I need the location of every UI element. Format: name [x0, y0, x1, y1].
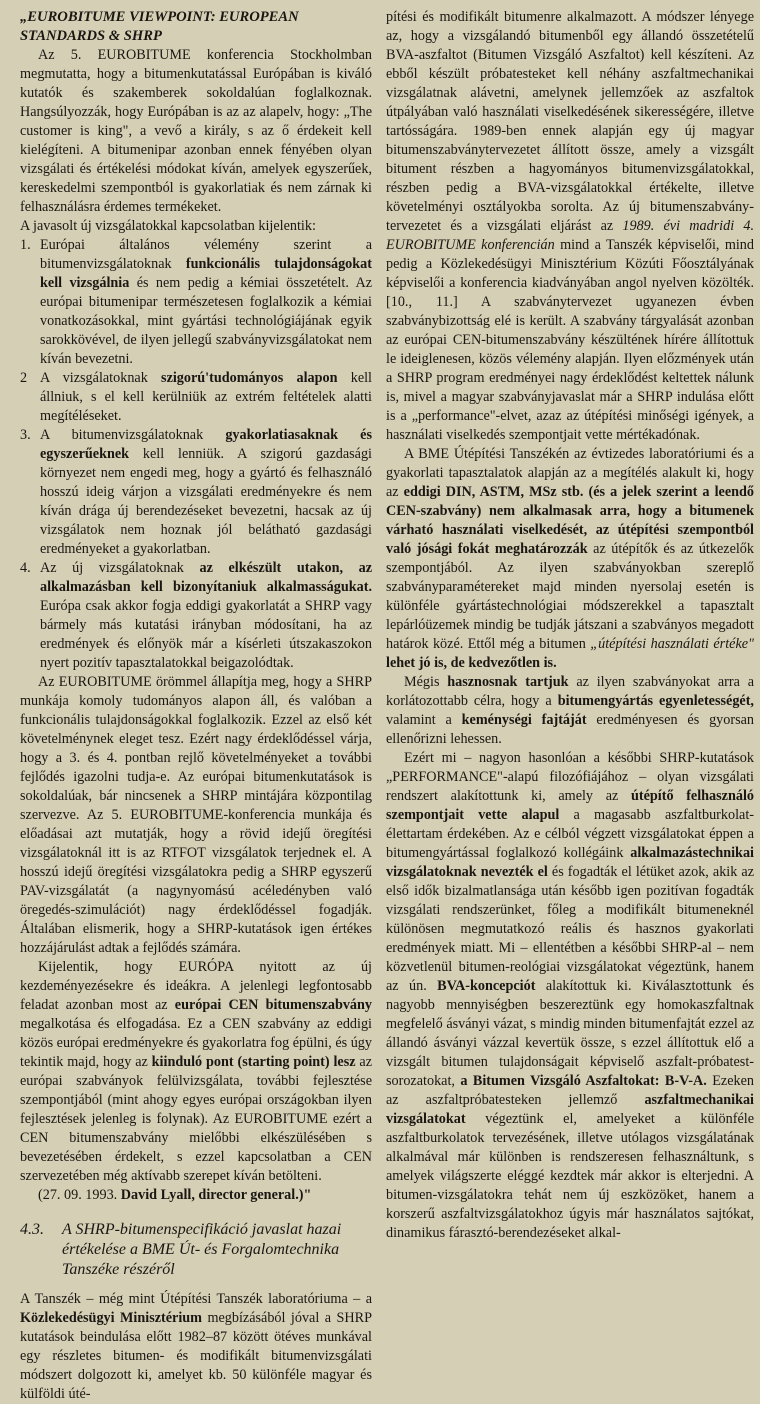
text: Az új vizsgálatoknak — [40, 560, 200, 576]
text: és nem pedig a kémiai összetételt. Az európai bitumenipar természetesen foglalkozik a kémiai vonatkozásokkal, mint gyártási technológiájának egyik sarokkövével, de ilyen jellegű szabványvizsgálatokat nem kíván bevezetni. — [40, 275, 372, 367]
text: A javasolt új vizsgálatokkal kapcsolatban kijelentik: — [20, 218, 316, 234]
bold-text: Közlekedésügyi Minisztérium — [20, 1310, 202, 1326]
text: kell lenniük. A szigorú gazdasági környezet nem engedi meg, hogy a gyártó és felhasználó hosszú ideig várjon a vizsgálati eredményekre és nem kíván drága új berendezéseket bevezetni, hacsak az új vizsgálatok nem hoznak jól belátható gazdasági eredményeket a gyakorlatban. — [40, 446, 372, 557]
paragraph — [20, 673, 372, 958]
text: (27. 09. 1993. — [38, 1187, 121, 1203]
bold-text: funkcionális tulajdonságokat kell vizsgálnia — [40, 256, 372, 291]
list-number: 4. — [20, 560, 31, 576]
text: A vizsgálatoknak — [40, 370, 162, 386]
bold-text: az elkészült utakon, az alkalmazásban kell bizonyítaniuk alkalmasságukat. — [40, 560, 372, 595]
text: valamint a — [386, 712, 462, 728]
bold-text: bitumengyártás egyenletességét, — [557, 693, 754, 709]
left-column — [20, 8, 372, 1404]
text: A BME Útépítési Tanszékén az évtizedes laboratóriumi és a gyakorlati tapasztalatok alapján az a megítélés alakult ki, hogy az — [386, 446, 754, 500]
list-item — [20, 559, 372, 673]
text: Kijelentik, hogy EURÓPA nyitott az új kezdeményezésekre és ideákra. A jelenlegi legfontosabb feladat azonban most az — [20, 959, 372, 1013]
text: A bitumenvizsgálatoknak — [40, 427, 226, 443]
paragraph — [20, 217, 372, 236]
list-number: 3. — [20, 427, 31, 443]
bold-text: lehet jó is, de kedvezőtlen is. — [386, 655, 557, 671]
bold-text: aszfaltmechanikai vizsgálatokat — [386, 1092, 754, 1127]
text: az európai szabványok felülvizsgálata, további fejlesztése szempontjából (mint ahogy egyes európai országokban ilyen fejlesztések jelenleg is folynak). Az EUROBITUME ezért a CEN bitumenszabvány mielőbbi elkészülésében s bevezetésében érdekelt, s ezzel kapcsolatban a CEN szervezetében még aktívabb szerepet kíván betölteni. — [20, 1054, 372, 1184]
text: Ezért mi – nagyon hasonlóan a későbbi SHRP-kutatások „PERFORMANCE"-alapú filozófiájához – olyan vizsgálati rendszert alakítottunk ki, amely az — [386, 750, 754, 804]
paragraph — [20, 46, 372, 217]
text: Ezeken az aszfaltpróbatesteken jellemző — [386, 1073, 754, 1108]
paragraph — [386, 8, 754, 445]
paragraph — [386, 749, 754, 1243]
paragraph — [20, 1290, 372, 1404]
text: az ilyen szabványokat arra a korlátozottabb célra, hogy a — [386, 674, 754, 709]
bold-text: keménységi fajtáját — [461, 712, 587, 728]
bold-text: BVA-koncepciót — [437, 978, 536, 994]
text: megbízásából jóval a SHRP kutatások beindulása előtt 1982–87 között ötéves munkával egy részletes bitumen- és modifikált bitumenvizsgálati módszert dolgozott ki, amelyet kb. 50 különféle magyar és külföldi úté- — [20, 1310, 372, 1402]
text: eredményesen és gyorsan ellenőrizni lehessen. — [386, 712, 754, 747]
text: és fogadták el létüket azok, akik az első idők bizalmatlansága után később igen pozitívan fogadták vizsgálati rendszerünket, főleg a modifikált bitumeneknél különösen megmutatkozó reális és hasznos gyakorlati eredmények miatt. Mi – ellentétben a későbbi SHRP-al – nem közvetlenül bitumen-reológiai vizsgálatokat végeztünk, hanem az ún. — [386, 864, 755, 994]
list-number: 1. — [20, 237, 31, 253]
list-number: 2 — [20, 370, 28, 386]
bold-text: alkalmazástechnikai vizsgálatoknak nevezték el — [386, 845, 754, 880]
paragraph — [386, 673, 754, 749]
right-column — [386, 8, 754, 1243]
text: pítési és modifikált bitumenre alkalmazott. A módszer lényege az, hogy a vizsgálandó bitumenből egy állandó összetételű BVA-aszfaltot (Bitumen Vizsgáló Aszfaltot) kell készíteni. Az ebből készült próbatesteket kell néhány aszfaltmechanikai vizsgálatnak alávetni, amelynek jellemzőek az aszfaltok útpályában való használati viselkedésének sikerességére, illetve tartósságára. 1989-ben ennek alapján egy új magyar bitumenszabványtervezetet állított össze, amely a vizsgált bitument részben a hagyományos bitumenvizsgálatokkal, részben pedig a BVA-vizsgálatokkal értékelte, illetve követelményi osztályokba sorolta. Az új bitumenszabvány-tervezetet és a vizsgálati eljárást az — [386, 9, 754, 234]
bold-text: gyakorlatiasaknak és egyszerűeknek — [40, 427, 372, 462]
bold-text: hasznosnak tartjuk — [447, 674, 569, 690]
text: Az 5. EUROBITUME konferencia Stockholmban megmutatta, hogy a bitumenkutatással Európában is kiváló kutatók és szakemberek sokoldalúan foglalkoznak. Hangsúlyozzák, hogy Európában is az az alapelv, hogy: „The customer is king", a vevő a király, s az ő érdekeit kell kielégíteni. A bitumenipar azonban ennek fényében olyan vizsgálati és értékelési módokat kíván, amelyek egyszerűek, kereskedelmi szempontból is gyakorlatiak és nem zárnak ki felhasználásra érdemes termékeket. — [20, 47, 372, 215]
text: A SHRP-bitumenspecifikáció javaslat hazai értékelése a BME Út- és Forgalomtechnika Tanszéke részéről — [62, 1221, 342, 1278]
article-title — [20, 8, 372, 46]
list-item — [20, 236, 372, 369]
text: a magasabb aszfaltburkolat-élettartam érdekében. Az e célból végzett vizsgálatokat éppen a bitumengyártással foglalkozó kollégáink — [386, 807, 754, 861]
bold-text: szigorú'tudományos alapon — [161, 370, 338, 386]
text: Európa csak akkor fogja eddigi gyakorlatát a SHRP vagy bármely más kutatási irányban módosítani, ha az eredmények és előnyök már a kísérleti útszakaszokon nyert pozitív tapasztalatokkal beigazolódtak. — [40, 598, 372, 671]
text: alakítottuk ki. Kiválasztottunk és nagyobb mennyiségben beszereztünk egy homokaszfaltnak megfelelő ásványi vázat, s mindig minden bitumenfajtát ezzel az állandó ásványi vázzal kevertük össze, s ezzel állítottuk elő a vizsgált bitumen tulajdonságait képviselő aszfalt-próbatest-sorozatokat, — [386, 978, 754, 1089]
text: Európai általános vélemény szerint a bitumenvizsgálatoknak — [40, 237, 372, 272]
text: végeztünk el, amelyeket a különféle aszfaltburkolatok tervezésének, illetve utólagos vizsgálatának alkalmával már különben is rendszeresen felhasználtunk, s amelyek világszerte eléggé kezdtek már akkor is elterjedni. A bitumen-vizsgálatokra tehát nem új eszközöket, hanem a korszerű aszfaltvizsgálatokhoz úgyis már használatos sajtókat, dinamikus fárasztó-berendezéseket alkal- — [386, 1111, 754, 1241]
text: mind a Tanszék képviselői, mind pedig a Közlekedésügyi Minisztérium Közúti Főosztályának képviselői a konferencia kiadványában angol nyelven közölték. [10., 11.] A szabványtervezet ugyanezen évben szabványbizottság elé is került. A szabvány tárgyalását azonban az európai CEN-bitumenszabvány készültének hírére állítottuk le ideiglenesen, közös vélemény alapján. Ilyen előzmények után a SHRP program eredményei nagy érdeklődést keltettek nálunk is, mivel a magyar szabványjavaslat már a SHRP indulása előtt is a „performance"-elvet, azaz az útépítési minőségi igények, a használati viselkedés szempontjait vette mértékadónak. — [386, 237, 754, 443]
text: A Tanszék – még mint Útépítési Tanszék laboratóriuma – a — [20, 1291, 372, 1307]
paragraph — [386, 445, 754, 673]
text: „EUROBITUME VIEWPOINT: EUROPEAN STANDARDS & SHRP — [20, 9, 299, 44]
text: Az EUROBITUME örömmel állapítja meg, hogy a SHRP munkája komoly tudományos alapon áll, és valóban a funkcionális tulajdonságokkal foglalkozik. Ezzel az első két követelménynek eleget tesz. Ezért nagy érdeklődéssel várja, hogy a 3. és 4. pontban rejlő követelményeket a további fejlődés igazolni tudja-e. Az európai bitumenkutatások is sokoldalúak, bár nincsenek a SHRP mintájára központilag szervezve. Az 5. EUROBITUME-konferencia munkája és előadásai azt mutatják, hogy a rövid idejű öregítési vizsgálatoknál itt is az RTFOT vizsgálatok terjednek el. A hosszú idejű öregítési vizsgálatokra pedig a SHRP egyszerű PAV-vizsgálatát (a nagynyomású acéledényben való öregedés-szimulációt) nagy érdeklődéssel fogadják. Általában elismerik, hogy a SHRP-kutatások igen értékes hozzájárulást adtak a fejlődés számára. — [20, 674, 372, 956]
section-heading — [20, 1220, 372, 1280]
bold-text: a Bitumen Vizsgáló Aszfaltokat: B-V-A. — [460, 1073, 707, 1089]
section-number: 4.3. — [20, 1221, 44, 1238]
text: kell állniuk, s el kell kerülniük az extrém feltételek alatti megítéléseket. — [40, 370, 372, 424]
signature-line — [20, 1186, 372, 1205]
paragraph — [20, 958, 372, 1186]
text: megalkotása és elfogadása. Ez a CEN szabvány az eddigi közös európai eredményekre és gyakorlatra fog épülni, és úgy tekintik majd, hogy az — [20, 1016, 372, 1070]
list-item — [20, 426, 372, 559]
text: az útépítők és az útkezelők szempontjából. Az ilyen szabványokban szereplő szabványparamétereket majd minden nyersolaj esetén is különféle gyártástechnológiai módszerekkel a tapasztalt lepárlóüzemek mindig be tudják játszani a szabványos megadott határok közé. Ettől még a bitumen — [386, 541, 754, 652]
italic-text: 1989. évi madridi 4. EUROBITUME konferencián — [386, 218, 755, 253]
text: Mégis — [404, 674, 448, 690]
list-item — [20, 369, 372, 426]
bold-text: kiinduló pont (starting point) lesz — [151, 1054, 356, 1070]
italic-text: „útépítési használati értéke" — [590, 636, 754, 652]
bold-text: útépítő felhasználó szempontjait vette alapul — [386, 788, 754, 823]
bold-text: David Lyall, director general.)" — [120, 1187, 312, 1203]
bold-text: eddigi DIN, ASTM, MSz stb. (és a jelek szerint a leendő CEN-szabvány) nem alkalmasak arra, hogy a bitumenek várható használati viselkedését, az útépítési szempontból való jósági fokát meghatározzák — [386, 484, 754, 557]
bold-text: európai CEN bitumenszabvány — [174, 997, 373, 1013]
